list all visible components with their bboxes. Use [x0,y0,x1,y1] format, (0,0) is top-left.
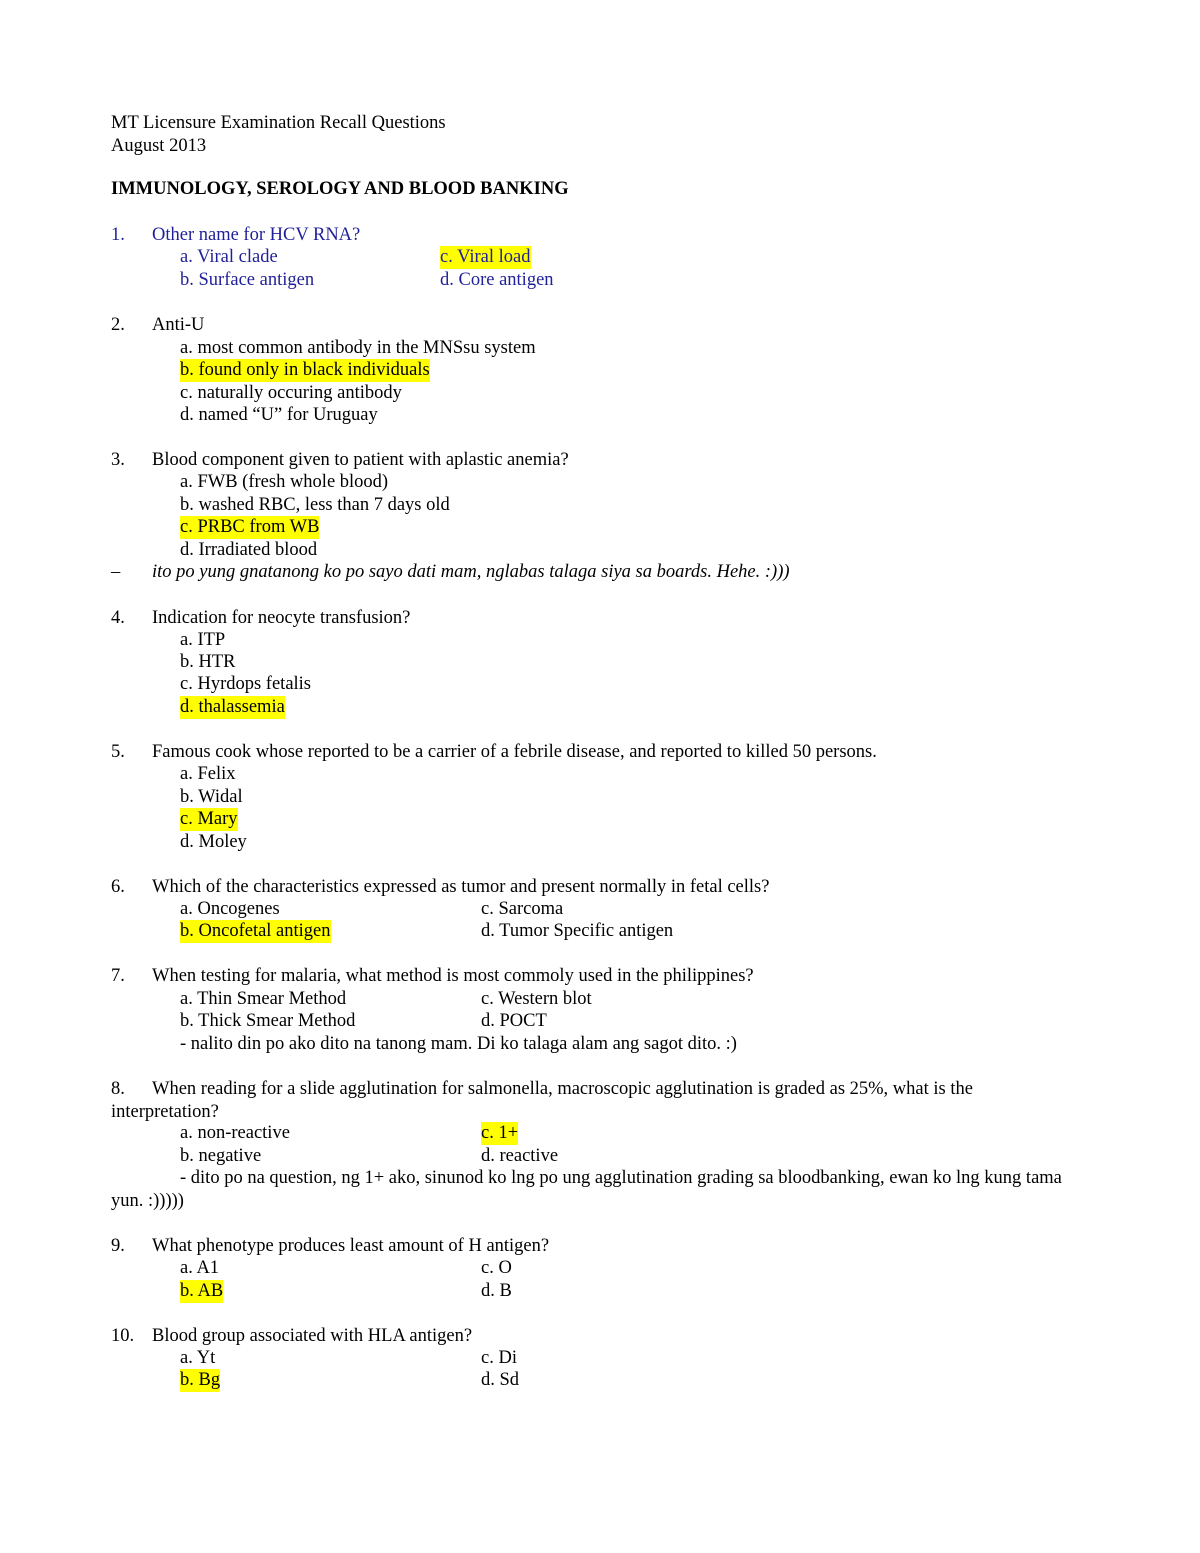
question-text: Which of the characteristics expressed as tumor and present normally in fetal cells? [152,877,770,897]
question-text: What phenotype produces least amount of H antigen? [152,1236,550,1256]
choice-d-answer: d. thalassemia [180,697,285,717]
choice-d: d. Core antigen [440,270,554,290]
question-number: 3. [111,450,125,470]
choice-c-answer: c. Viral load [440,247,531,267]
choice-d: d. reactive [481,1146,559,1166]
question-number: 9. [111,1236,125,1256]
question-text: Anti-U [152,315,205,335]
choice-d: d. Sd [481,1370,520,1390]
choice-d: d. Irradiated blood [180,540,318,560]
choice-d: d. B [481,1281,512,1301]
question-number: 6. [111,877,125,897]
choice-d: d. Moley [180,832,247,852]
choice-b-answer: b. found only in black individuals [180,360,430,380]
question-number: 10. [111,1326,135,1346]
question-text: Blood group associated with HLA antigen? [152,1326,473,1346]
choice-a: a. non-reactive [180,1123,290,1143]
question-number: 5. [111,742,125,762]
question-number: 2. [111,315,125,335]
choice-a: a. FWB (fresh whole blood) [180,472,389,492]
choice-c-answer: c. Mary [180,809,238,829]
question-text: Other name for HCV RNA? [152,225,361,245]
question-number: 7. [111,966,125,986]
question-text: When testing for malaria, what method is most commoly used in the philippines? [152,966,754,986]
choice-a: a. most common antibody in the MNSsu system [180,338,536,358]
choice-b: b. washed RBC, less than 7 days old [180,495,450,515]
choice-c: c. naturally occuring antibody [180,383,402,403]
choice-a: a. Oncogenes [180,899,280,919]
choice-c: c. Hyrdops fetalis [180,674,312,694]
question-text: Indication for neocyte transfusion? [152,608,411,628]
choice-d: d. named “U” for Uruguay [180,405,378,425]
choice-d: d. POCT [481,1011,547,1031]
choice-c: c. Di [481,1348,517,1368]
question-number: 4. [111,608,125,628]
question-note: - nalito din po ako dito na tanong mam. Di ko talaga alam ang sagot dito. :) [180,1034,737,1054]
question-text: When reading for a slide agglutination for salmonella, macroscopic agglutination is graded as 25%, what is the interpretation? [111,1079,973,1122]
choice-b: b. Thick Smear Method [180,1011,356,1031]
question-note: - dito po na question, ng 1+ ako, sinunod ko lng po ung agglutination grading sa bloodbanking, ewan ko lng kung tama yun. :))))) [111,1168,1062,1211]
question-text: Famous cook whose reported to be a carrier of a febrile disease, and reported to killed 50 persons. [152,742,877,762]
choice-b: b. negative [180,1146,262,1166]
doc-date: August 2013 [111,136,207,156]
choice-a: a. Viral clade [180,247,278,267]
choice-a: a. Felix [180,764,236,784]
choice-b-answer: b. Bg [180,1370,221,1390]
note-dash: – [111,562,121,582]
choice-b: b. Widal [180,787,243,807]
choice-c: c. Sarcoma [481,899,564,919]
choice-b: b. Surface antigen [180,270,315,290]
choice-c-answer: c. 1+ [481,1123,519,1143]
choice-a: a. ITP [180,630,226,650]
choice-a: a. Yt [180,1348,216,1368]
question-note: ito po yung gnatanong ko po sayo dati mam, nglabas talaga siya sa boards. Hehe. :))) [152,562,790,582]
choice-c: c. Western blot [481,989,592,1009]
choice-b: b. HTR [180,652,236,672]
choice-c: c. O [481,1258,512,1278]
choice-b-answer: b. Oncofetal antigen [180,921,331,941]
choice-d: d. Tumor Specific antigen [481,921,674,941]
choice-b-answer: b. AB [180,1281,224,1301]
question-number: 8. [111,1079,125,1099]
choice-c-answer: c. PRBC from WB [180,517,320,537]
choice-a: a. A1 [180,1258,220,1278]
doc-title: MT Licensure Examination Recall Questions [111,113,446,133]
choice-a: a. Thin Smear Method [180,989,347,1009]
section-title: IMMUNOLOGY, SEROLOGY AND BLOOD BANKING [111,179,569,199]
question-text: Blood component given to patient with aplastic anemia? [152,450,569,470]
question-number: 1. [111,225,125,245]
